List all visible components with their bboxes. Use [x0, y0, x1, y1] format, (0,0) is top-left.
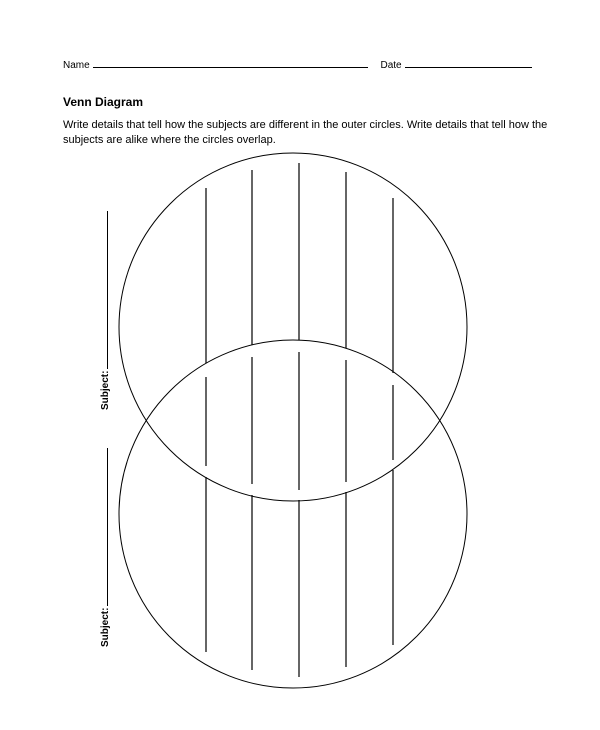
- subject-label-text: Subject:: [100, 370, 111, 410]
- top-circle: [119, 153, 467, 501]
- subject-label-top: [99, 211, 111, 410]
- subject-label-text: Subject:: [100, 607, 111, 647]
- page-title: Venn Diagram: [63, 95, 144, 109]
- bottom-circle: [119, 340, 467, 688]
- subject-label-bottom: [99, 448, 111, 647]
- instructions-text: Write details that tell how the subjects are different in the outer circles. Write details that tell how the subjects are alike where the circles overlap.: [63, 119, 548, 146]
- date-label: Date: [380, 60, 402, 71]
- name-label: Name: [63, 60, 90, 71]
- subject-field-line[interactable]: [99, 448, 108, 606]
- subject-field-line[interactable]: [99, 211, 108, 369]
